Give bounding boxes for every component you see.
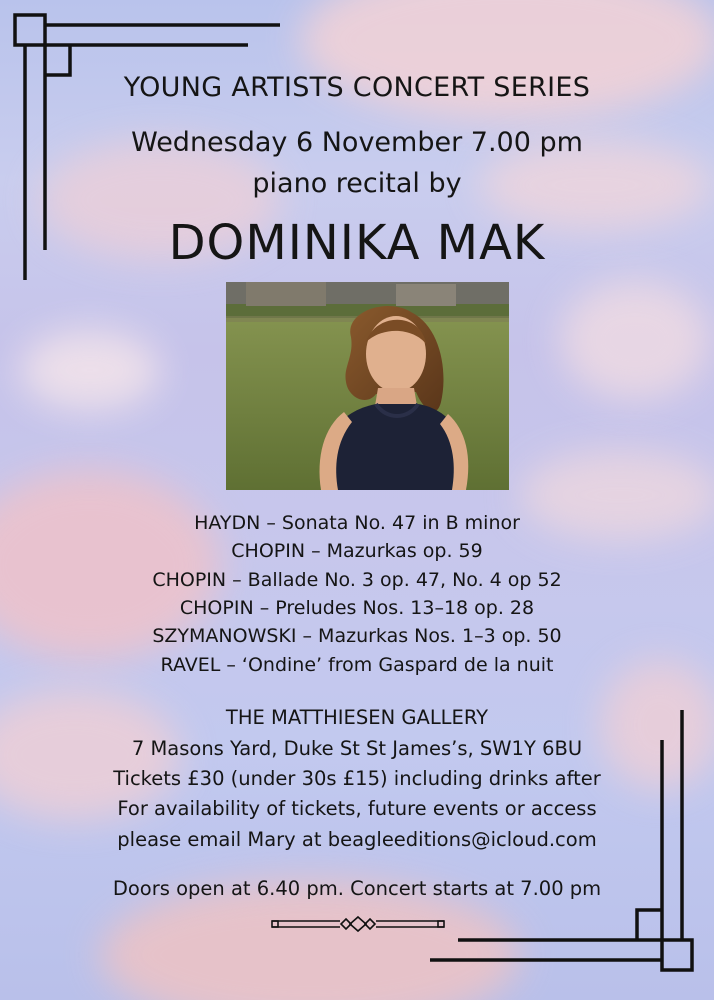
- concert-date-time: Wednesday 6 November 7.00 pm: [131, 127, 583, 158]
- artist-name: DOMINIKA MAK: [168, 215, 546, 271]
- doors-time: Doors open at 6.40 pm. Concert starts at 7.00 pm: [112, 877, 602, 900]
- venue-name: THE MATTHIESEN GALLERY: [225, 706, 489, 729]
- programme-item: HAYDN – Sonata No. 47 in B minor: [194, 512, 520, 534]
- ornament-divider: [270, 915, 446, 933]
- programme-item: CHOPIN – Mazurkas op. 59: [231, 540, 483, 562]
- artist-photo: [226, 282, 509, 490]
- programme-item: SZYMANOWSKI – Mazurkas Nos. 1–3 op. 50: [152, 625, 562, 647]
- contact-email: please email Mary at beagleeditions@icloud.com: [117, 828, 597, 851]
- ticket-prices: Tickets £30 (under 30s £15) including drinks after: [113, 767, 601, 790]
- availability-info: For availability of tickets, future events or access: [117, 797, 597, 820]
- programme-item: CHOPIN – Ballade No. 3 op. 47, No. 4 op 52: [152, 569, 562, 591]
- programme-item: RAVEL – ‘Ondine’ from Gaspard de la nuit: [160, 654, 554, 676]
- venue-address: 7 Masons Yard, Duke St St James’s, SW1Y 6BU: [131, 737, 583, 760]
- series-title: YOUNG ARTISTS CONCERT SERIES: [123, 72, 591, 103]
- programme-item: CHOPIN – Preludes Nos. 13–18 op. 28: [179, 597, 535, 619]
- recital-label: piano recital by: [252, 168, 462, 199]
